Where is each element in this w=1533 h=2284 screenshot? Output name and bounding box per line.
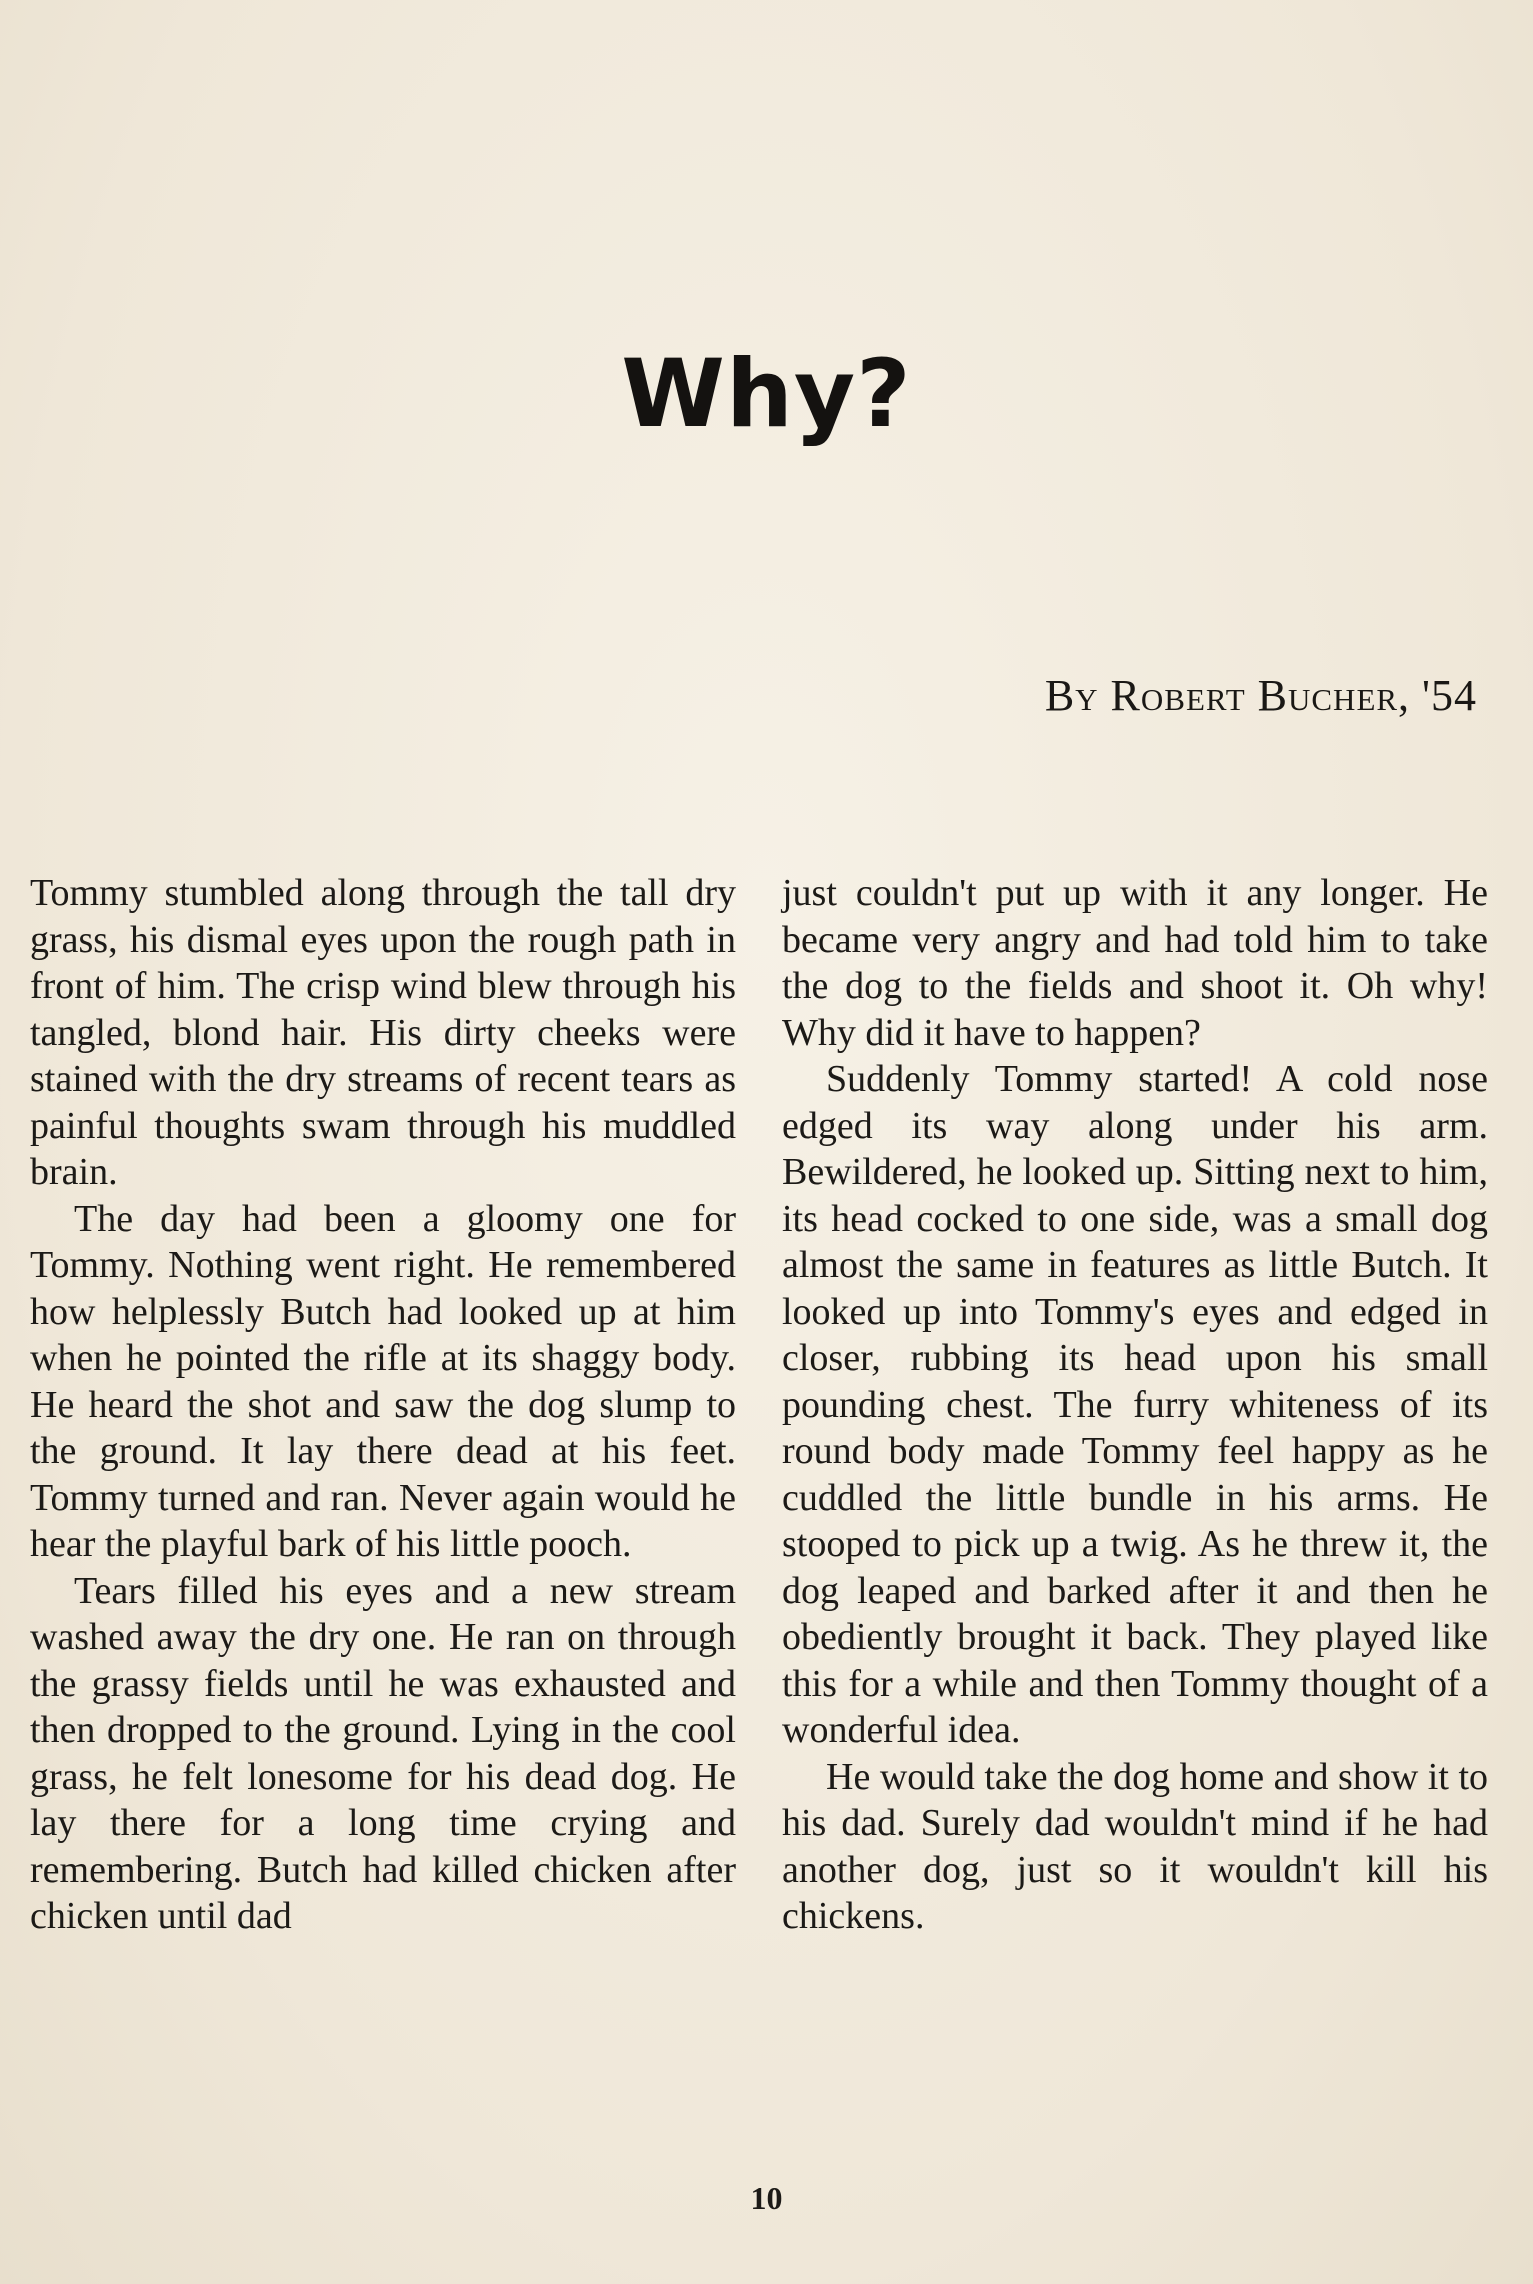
paragraph: He would take the dog home and show it to his dad. Surely dad wouldn't mind if he had another dog, just so it wouldn't kill his chickens.	[782, 1755, 1488, 1937]
left-column	[30, 870, 736, 1940]
paragraph: just couldn't put up with it any longer. He became very angry and had told him to take the dog to the fields and shoot it. Oh why! Why did it have to happen?	[782, 872, 1488, 1054]
paragraph: Suddenly Tommy started! A cold nose edged its way along under his arm. Bewildered, he looked up. Sitting next to him, its head cocked to one side, was a small dog almost the same in features as little Butch. It looked up into Tommy's eyes and edged in closer, rubbing its head upon his small pounding chest. The furry whiteness of its round body made Tommy feel happy as he cuddled the little bundle in his arms. He stooped to pick up a twig. As he threw it, the dog leaped and barked after it and then he obediently brought it back. They played like this for a while and then Tommy thought of a wonderful idea.	[782, 1058, 1488, 1751]
page-number: 10	[750, 2180, 783, 2216]
paragraph: Tommy stumbled along through the tall dry grass, his dismal eyes upon the rough path in front of him. The crisp wind blew through his tangled, blond hair. His dirty cheeks were stained with the dry streams of recent tears as painful thoughts swam through his muddled brain.	[30, 872, 736, 1193]
article-title: Why?	[621, 340, 912, 449]
right-column	[782, 870, 1488, 1940]
paragraph: The day had been a gloomy one for Tommy. Nothing went right. He remembered how helplessly Butch had looked up at him when he pointed the rifle at its shaggy body. He heard the shot and saw the dog slump to the ground. It lay there dead at his feet. Tommy turned and ran. Never again would he hear the playful bark of his little pooch.	[30, 1197, 736, 1565]
paragraph: Tears filled his eyes and a new stream washed away the dry one. He ran on through the grassy fields until he was exhausted and then dropped to the ground. Lying in the cool grass, he felt lonesome for his dead dog. He lay there for a long time crying and remembering. Butch had killed chicken after chicken until dad	[30, 1569, 736, 1937]
article-byline: By Robert Bucher, '54	[1044, 671, 1477, 720]
